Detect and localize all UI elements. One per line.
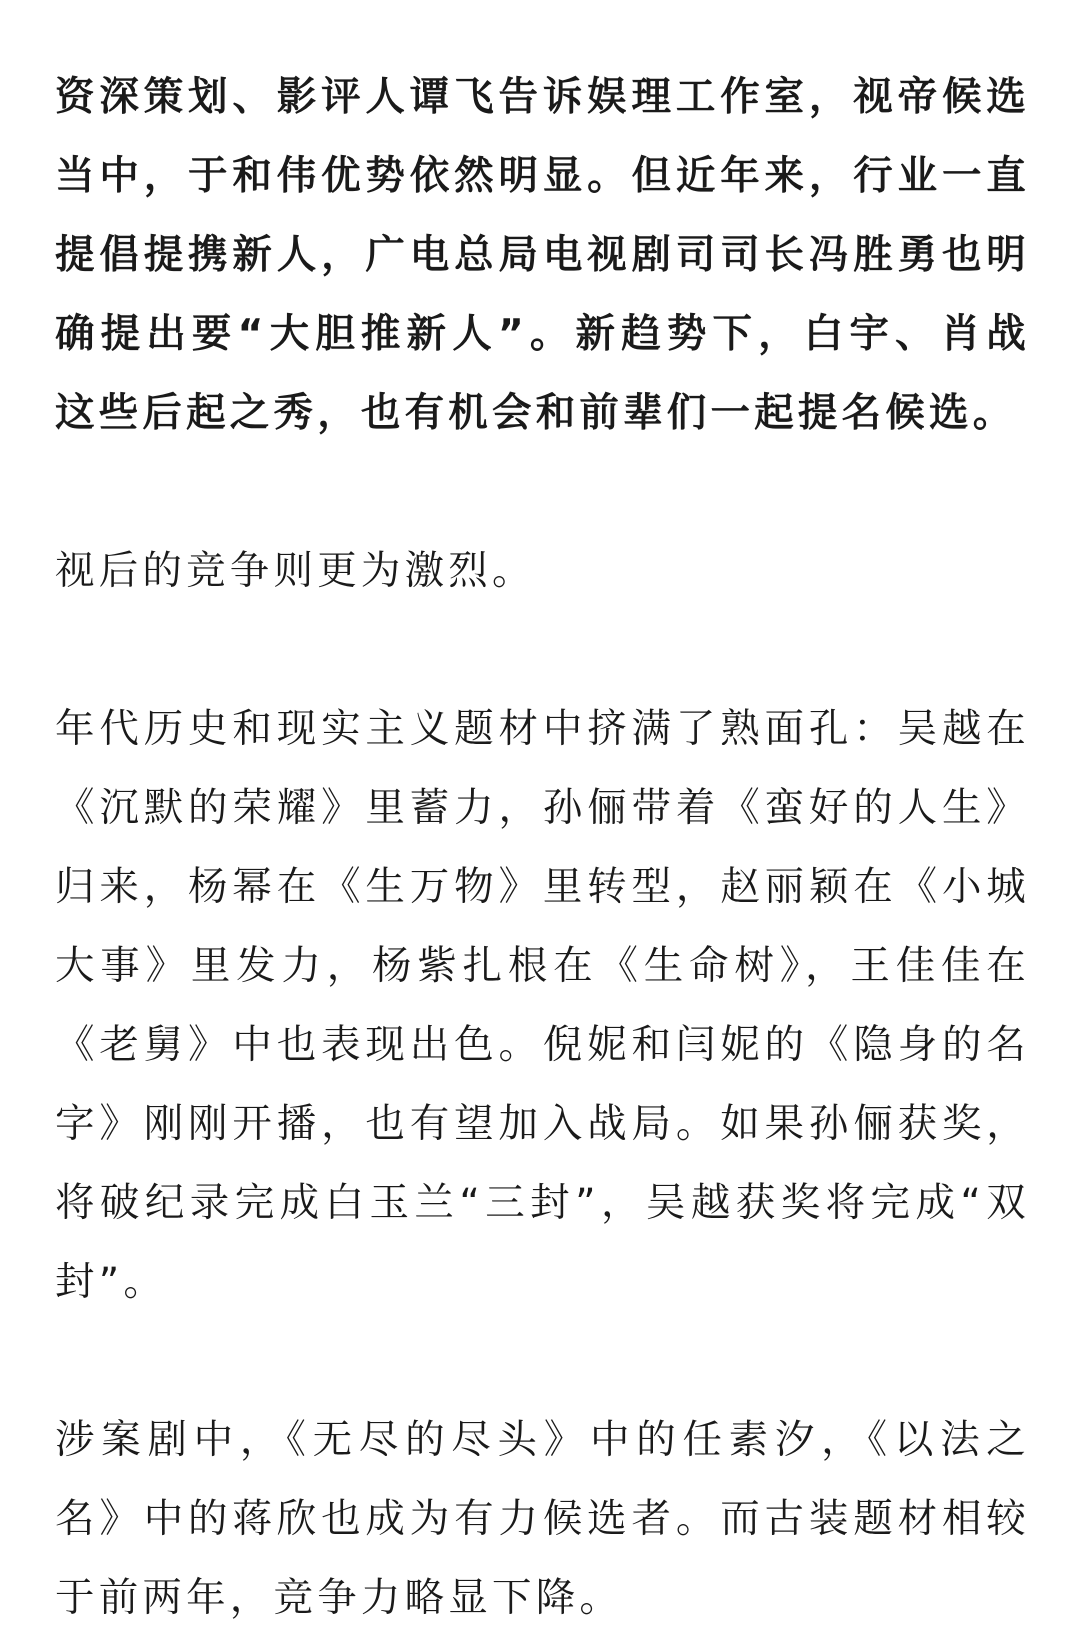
paragraph-4: 涉案剧中，《无尽的尽头》中的任素汐，《以法之名》中的蒋欣也成为有力候选者。而古装题材相较于前两年，竞争力略显下降。 [55,1417,1030,1621]
paragraph-1: 资深策划、影评人谭飞告诉娱理工作室，视帝候选当中，于和伟优势依然明显。但近年来，行业一直提倡提携新人，广电总局电视剧司司长冯胜勇也明确提出要“大胆推新人”。新趋势下，白宇、肖战这些后起之秀，也有机会和前辈们一起提名候选。 [55,74,1030,436]
paragraph-2: 视后的竞争则更为激烈。 [55,548,536,594]
paragraph-3: 年代历史和现实主义题材中挤满了熟面孔：吴越在《沉默的荣耀》里蓄力，孙俪带着《蛮好的人生》归来，杨幂在《生万物》里转型，赵丽颖在《小城大事》里发力，杨紫扎根在《生命树》，王佳佳在《老舅》中也表现出色。倪妮和闫妮的《隐身的名字》刚刚开播，也有望加入战局。如果孙俪获奖，将破纪录完成白玉兰“三封”，吴越获奖将完成“双封”。 [55,706,1030,1305]
article-body [55,58,1030,1638]
